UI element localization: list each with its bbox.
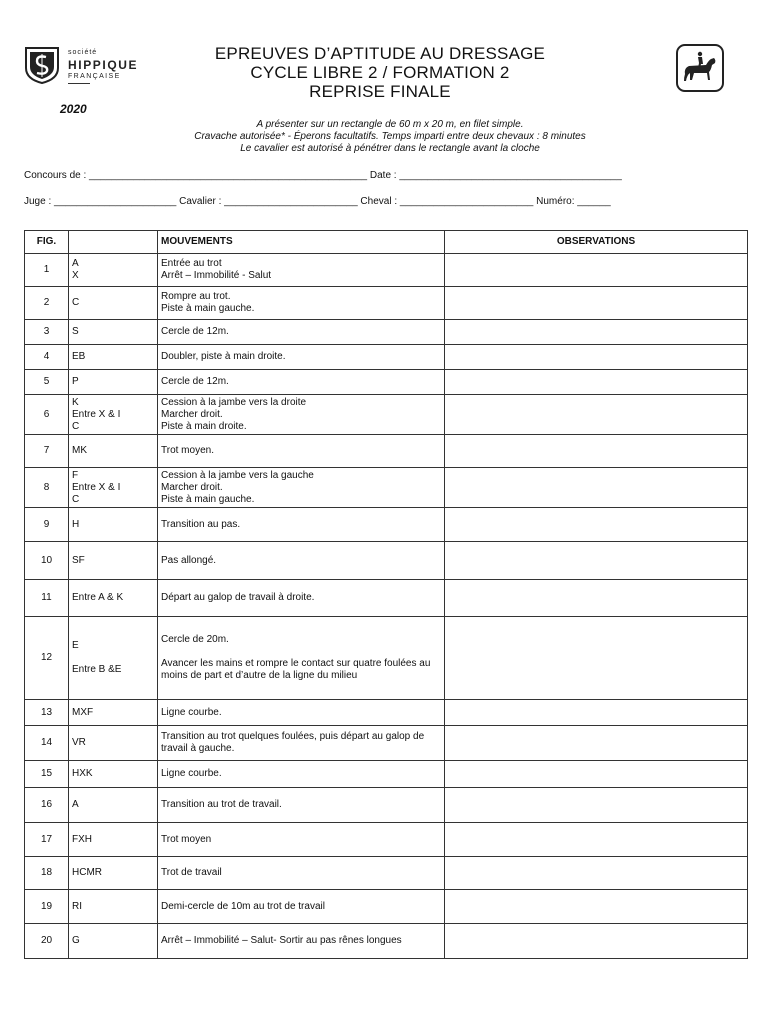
row-movement bbox=[158, 370, 445, 395]
table-row bbox=[25, 395, 748, 435]
row-fig-number bbox=[25, 370, 69, 395]
table-row bbox=[25, 617, 748, 700]
row-movement-text: Trot moyen bbox=[161, 833, 212, 845]
row-fig-number-text: 19 bbox=[40, 900, 53, 912]
row-position-text: P bbox=[72, 376, 79, 387]
row-position bbox=[69, 726, 158, 761]
title-line-1: EPREUVES D’APTITUDE AU DRESSAGE bbox=[214, 44, 546, 63]
row-position bbox=[69, 345, 158, 370]
row-position bbox=[69, 435, 158, 468]
row-position-text: RI bbox=[72, 900, 82, 912]
row-fig-number bbox=[25, 320, 69, 345]
table-row bbox=[25, 287, 748, 320]
row-fig-number bbox=[25, 890, 69, 924]
row-observation-cell[interactable] bbox=[445, 320, 748, 345]
row-position bbox=[69, 788, 158, 823]
row-movement bbox=[158, 254, 445, 287]
logo-line-2: HIPPIQUE bbox=[68, 58, 139, 72]
row-fig-number-text: 9 bbox=[43, 518, 50, 530]
row-position bbox=[69, 924, 158, 959]
row-observation-cell[interactable] bbox=[445, 924, 748, 959]
row-fig-number bbox=[25, 700, 69, 726]
row-position bbox=[69, 761, 158, 788]
row-observation-cell[interactable] bbox=[445, 508, 748, 542]
row-position-text: A X bbox=[72, 258, 79, 281]
table-row bbox=[25, 890, 748, 924]
row-movement-text: Transition au trot quelques foulées, puis départ au galop de travail à gauche. bbox=[161, 731, 425, 754]
row-movement bbox=[158, 788, 445, 823]
row-observation-cell[interactable] bbox=[445, 287, 748, 320]
row-fig-number bbox=[25, 345, 69, 370]
row-position bbox=[69, 890, 158, 924]
row-movement-text: Rompre au trot. Piste à main gauche. bbox=[161, 291, 255, 314]
row-fig-number bbox=[25, 823, 69, 857]
row-fig-number-text: 8 bbox=[43, 481, 50, 493]
row-position-text: MK bbox=[72, 445, 87, 456]
shield-logo-icon bbox=[24, 46, 60, 84]
row-observation-cell[interactable] bbox=[445, 761, 748, 788]
row-position bbox=[69, 857, 158, 890]
row-position-text: SF bbox=[72, 554, 85, 566]
table-header-row bbox=[25, 231, 748, 254]
row-fig-number bbox=[25, 254, 69, 287]
row-position bbox=[69, 700, 158, 726]
row-fig-number bbox=[25, 395, 69, 435]
subtitle bbox=[150, 119, 630, 155]
row-fig-number bbox=[25, 857, 69, 890]
row-observation-cell[interactable] bbox=[445, 254, 748, 287]
row-movement bbox=[158, 617, 445, 700]
sfh-logo bbox=[24, 46, 154, 98]
row-observation-cell[interactable] bbox=[445, 890, 748, 924]
table-row bbox=[25, 508, 748, 542]
row-position bbox=[69, 542, 158, 580]
row-position-text: HXK bbox=[72, 768, 93, 779]
row-fig-number-text: 7 bbox=[43, 445, 50, 456]
row-fig-number-text: 20 bbox=[40, 935, 53, 946]
table-row bbox=[25, 468, 748, 508]
row-movement bbox=[158, 508, 445, 542]
row-observation-cell[interactable] bbox=[445, 617, 748, 700]
row-fig-number bbox=[25, 468, 69, 508]
row-movement-text: Cercle de 12m. bbox=[161, 376, 229, 387]
subtitle-line-1: A présenter sur un rectangle de 60 m x 20 m, en filet simple. bbox=[256, 119, 524, 130]
table-row bbox=[25, 542, 748, 580]
row-position-text: G bbox=[72, 935, 80, 946]
row-movement-text: Transition au pas. bbox=[161, 518, 241, 530]
row-observation-cell[interactable] bbox=[445, 468, 748, 508]
page-title bbox=[190, 44, 570, 101]
row-movement-text: Doubler, piste à main droite. bbox=[161, 351, 286, 362]
fields-line-juge[interactable]: Juge : ______________________ Cavalier : ________________________ Cheval : ________________________ Numéro: ______ bbox=[24, 196, 611, 207]
subtitle-line-2: Cravache autorisée* - Éperons facultatifs. Temps imparti entre deux chevaux : 8 minutes bbox=[194, 131, 586, 142]
row-fig-number bbox=[25, 726, 69, 761]
row-movement bbox=[158, 287, 445, 320]
row-movement bbox=[158, 580, 445, 617]
row-position-text: HCMR bbox=[72, 867, 102, 878]
table-row bbox=[25, 761, 748, 788]
table-row bbox=[25, 345, 748, 370]
row-observation-cell[interactable] bbox=[445, 395, 748, 435]
row-movement-text: Ligne courbe. bbox=[161, 706, 222, 718]
row-position-text: C bbox=[72, 297, 80, 308]
row-movement-text: Arrêt – Immobilité – Salut- Sortir au pas rênes longues bbox=[161, 935, 402, 946]
title-line-3: REPRISE FINALE bbox=[309, 82, 451, 101]
horse-rider-icon bbox=[676, 44, 724, 92]
header-fig: FIG. bbox=[25, 231, 69, 254]
row-position-text: A bbox=[72, 799, 79, 810]
table-row bbox=[25, 700, 748, 726]
row-fig-number-text: 12 bbox=[40, 652, 53, 663]
row-movement bbox=[158, 395, 445, 435]
row-observation-cell[interactable] bbox=[445, 435, 748, 468]
row-fig-number-text: 3 bbox=[43, 326, 50, 337]
year: 2020 bbox=[60, 102, 87, 116]
row-movement bbox=[158, 890, 445, 924]
row-fig-number bbox=[25, 435, 69, 468]
row-position bbox=[69, 823, 158, 857]
row-movement-text: Ligne courbe. bbox=[161, 768, 222, 779]
row-fig-number-text: 4 bbox=[43, 351, 50, 362]
row-fig-number-text: 5 bbox=[43, 376, 50, 387]
row-fig-number-text: 2 bbox=[43, 297, 50, 308]
row-position bbox=[69, 508, 158, 542]
row-position bbox=[69, 580, 158, 617]
row-fig-number bbox=[25, 580, 69, 617]
row-fig-number bbox=[25, 788, 69, 823]
header-movements: MOUVEMENTS bbox=[158, 231, 445, 254]
row-movement bbox=[158, 345, 445, 370]
fields-line-concours[interactable]: Concours de : __________________________________________________ Date : ________________________________________ bbox=[24, 170, 622, 181]
row-fig-number-text: 1 bbox=[43, 264, 50, 275]
row-fig-number-text: 15 bbox=[40, 768, 53, 779]
row-movement-text: Cercle de 20m. Avancer les mains et rompre le contact sur quatre foulées au moins de part et d’autre de la ligne du milieu bbox=[161, 634, 431, 681]
row-fig-number-text: 16 bbox=[40, 799, 53, 810]
row-fig-number-text: 18 bbox=[40, 867, 53, 878]
row-fig-number-text: 13 bbox=[40, 706, 53, 718]
row-observation-cell[interactable] bbox=[445, 788, 748, 823]
row-position bbox=[69, 320, 158, 345]
table-row bbox=[25, 823, 748, 857]
row-position-text: EB bbox=[72, 351, 86, 362]
table-row bbox=[25, 924, 748, 959]
row-movement-text: Trot moyen. bbox=[161, 445, 214, 456]
row-movement bbox=[158, 700, 445, 726]
row-observation-cell[interactable] bbox=[445, 370, 748, 395]
row-movement-text: Trot de travail bbox=[161, 867, 222, 878]
row-position-text: Entre A & K bbox=[72, 592, 124, 603]
row-position-text: E Entre B &E bbox=[72, 640, 122, 675]
row-movement bbox=[158, 542, 445, 580]
table-row bbox=[25, 320, 748, 345]
row-position-text: K Entre X & I C bbox=[72, 396, 121, 432]
row-movement bbox=[158, 468, 445, 508]
row-movement bbox=[158, 823, 445, 857]
row-observation-cell[interactable] bbox=[445, 700, 748, 726]
row-movement bbox=[158, 726, 445, 761]
row-position-text: FXH bbox=[72, 833, 92, 845]
row-position bbox=[69, 254, 158, 287]
row-observation-cell[interactable] bbox=[445, 726, 748, 761]
table-row bbox=[25, 857, 748, 890]
row-movement-text: Pas allongé. bbox=[161, 554, 217, 566]
row-position bbox=[69, 617, 158, 700]
row-movement-text: Entrée au trot Arrêt – Immobilité - Salut bbox=[161, 258, 272, 281]
title-line-2: CYCLE LIBRE 2 / FORMATION 2 bbox=[250, 63, 510, 82]
logo-rule bbox=[68, 83, 90, 84]
row-fig-number-text: 10 bbox=[40, 554, 53, 566]
row-observation-cell[interactable] bbox=[445, 345, 748, 370]
table-row bbox=[25, 435, 748, 468]
row-position-text: VR bbox=[72, 737, 86, 748]
row-movement bbox=[158, 761, 445, 788]
row-position-text: S bbox=[72, 326, 79, 337]
row-fig-number bbox=[25, 924, 69, 959]
row-position bbox=[69, 370, 158, 395]
row-position bbox=[69, 287, 158, 320]
row-fig-number-text: 11 bbox=[41, 592, 52, 603]
row-fig-number bbox=[25, 287, 69, 320]
row-observation-cell[interactable] bbox=[445, 857, 748, 890]
row-fig-number bbox=[25, 761, 69, 788]
row-movement-text: Départ au galop de travail à droite. bbox=[161, 592, 315, 603]
row-movement-text: Demi-cercle de 10m au trot de travail bbox=[161, 900, 325, 912]
row-fig-number-text: 17 bbox=[40, 833, 53, 845]
row-position-text: H bbox=[72, 518, 80, 530]
header-observations: OBSERVATIONS bbox=[445, 231, 748, 254]
row-observation-cell[interactable] bbox=[445, 542, 748, 580]
row-position-text: MXF bbox=[72, 706, 94, 718]
row-movement bbox=[158, 924, 445, 959]
row-movement-text: Transition au trot de travail. bbox=[161, 799, 282, 810]
row-movement bbox=[158, 435, 445, 468]
logo-line-3: FRANÇAISE bbox=[68, 73, 121, 80]
header-position bbox=[69, 231, 158, 254]
row-position-text: F Entre X & I C bbox=[72, 469, 121, 505]
row-movement-text: Cession à la jambe vers la droite Marcher droit. Piste à main droite. bbox=[161, 396, 307, 432]
row-movement-text: Cercle de 12m. bbox=[161, 326, 229, 337]
row-position bbox=[69, 468, 158, 508]
table-row bbox=[25, 788, 748, 823]
table-row bbox=[25, 726, 748, 761]
table-row bbox=[25, 580, 748, 617]
subtitle-line-3: Le cavalier est autorisé à pénétrer dans le rectangle avant la cloche bbox=[240, 143, 540, 154]
table-row bbox=[25, 370, 748, 395]
row-observation-cell[interactable] bbox=[445, 580, 748, 617]
row-observation-cell[interactable] bbox=[445, 823, 748, 857]
row-fig-number-text: 14 bbox=[40, 737, 53, 748]
row-movement-text: Cession à la jambe vers la gauche Marcher droit. Piste à main gauche. bbox=[161, 469, 314, 505]
row-fig-number bbox=[25, 617, 69, 700]
row-fig-number bbox=[25, 542, 69, 580]
row-position bbox=[69, 395, 158, 435]
row-movement bbox=[158, 320, 445, 345]
row-fig-number bbox=[25, 508, 69, 542]
logo-line-1: société bbox=[68, 49, 98, 56]
row-movement bbox=[158, 857, 445, 890]
table-row bbox=[25, 254, 748, 287]
row-fig-number-text: 6 bbox=[43, 408, 50, 420]
movements-table bbox=[24, 230, 748, 959]
